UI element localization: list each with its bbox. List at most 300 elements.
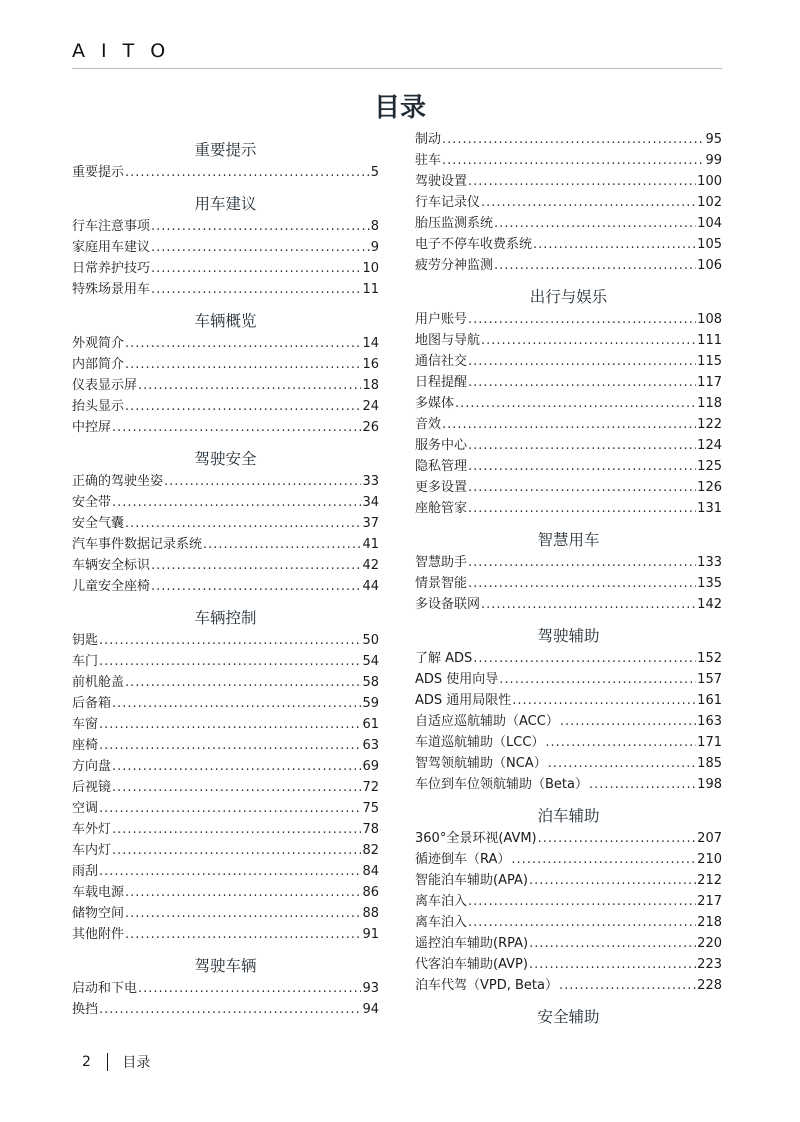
toc-entry-page: 61 bbox=[362, 717, 379, 732]
toc-entry-title: 泊车代驾（VPD, Beta） bbox=[415, 978, 558, 993]
toc-entry[interactable] bbox=[415, 414, 722, 435]
toc-entry-title: 特殊场景用车 bbox=[72, 282, 151, 297]
toc-dot-leader bbox=[125, 672, 361, 693]
toc-entry-title: 代客泊车辅助(AVP) bbox=[415, 957, 528, 972]
toc-dot-leader bbox=[494, 213, 696, 234]
toc-entry-title: 车窗 bbox=[72, 717, 99, 732]
page-header bbox=[72, 40, 722, 62]
toc-entry[interactable] bbox=[415, 477, 722, 498]
toc-entry-title: 智驾领航辅助（NCA） bbox=[415, 756, 547, 771]
toc-entry-title: 驾驶设置 bbox=[415, 174, 468, 189]
toc-dot-leader bbox=[112, 819, 361, 840]
toc-entry-page: 171 bbox=[697, 735, 722, 750]
toc-entry-page: 207 bbox=[697, 831, 722, 846]
toc-entry-page: 9 bbox=[370, 240, 379, 255]
toc-dot-leader bbox=[529, 870, 696, 891]
toc-entry[interactable] bbox=[415, 351, 722, 372]
toc-dot-leader bbox=[151, 576, 361, 597]
toc-dot-leader bbox=[468, 477, 696, 498]
toc-dot-leader bbox=[164, 471, 361, 492]
toc-entry[interactable] bbox=[72, 819, 379, 840]
toc-entry-page: 122 bbox=[697, 417, 722, 432]
toc-entry[interactable] bbox=[415, 150, 722, 171]
footer-section-label: 目录 bbox=[122, 1055, 151, 1071]
toc-dot-leader bbox=[511, 849, 696, 870]
section-title: 驾驶车辆 bbox=[194, 957, 257, 975]
toc-entry[interactable] bbox=[415, 171, 722, 192]
toc-entry[interactable] bbox=[72, 798, 379, 819]
toc-entry-page: 99 bbox=[705, 153, 722, 168]
toc-entry-page: 142 bbox=[697, 597, 722, 612]
toc-dot-leader bbox=[494, 255, 696, 276]
toc-entry-title: ADS 通用局限性 bbox=[415, 693, 512, 708]
toc-entry[interactable] bbox=[415, 234, 722, 255]
toc-entry[interactable] bbox=[415, 594, 722, 615]
section-title: 安全辅助 bbox=[537, 1008, 600, 1026]
toc-entry-title: 车位到车位领航辅助（Beta） bbox=[415, 777, 588, 792]
toc-dot-leader bbox=[125, 396, 361, 417]
toc-entry-title: 多设备联网 bbox=[415, 597, 481, 612]
section-gap bbox=[72, 945, 379, 953]
toc-entry[interactable] bbox=[415, 393, 722, 414]
toc-entry-title: 家庭用车建议 bbox=[72, 240, 151, 255]
toc-entry-page: 37 bbox=[362, 516, 379, 531]
toc-entry[interactable] bbox=[415, 891, 722, 912]
toc-entry-title: 通信社交 bbox=[415, 354, 468, 369]
toc-entry[interactable] bbox=[72, 258, 379, 279]
toc-entry-page: 86 bbox=[362, 885, 379, 900]
toc-dot-leader bbox=[533, 234, 696, 255]
toc-entry-page: 18 bbox=[362, 378, 379, 393]
toc-entry-title: 外观简介 bbox=[72, 336, 125, 351]
toc-dot-leader bbox=[99, 798, 361, 819]
toc-dot-leader bbox=[112, 492, 361, 513]
toc-dot-leader bbox=[112, 693, 361, 714]
toc-dot-leader bbox=[125, 924, 361, 945]
toc-entry-page: 84 bbox=[362, 864, 379, 879]
toc-entry[interactable] bbox=[415, 912, 722, 933]
toc-entry-page: 72 bbox=[362, 780, 379, 795]
toc-entry-page: 212 bbox=[697, 873, 722, 888]
toc-entry-page: 8 bbox=[370, 219, 379, 234]
toc-entry[interactable] bbox=[415, 372, 722, 393]
toc-dot-leader bbox=[125, 903, 361, 924]
toc-entry-title: 启动和下电 bbox=[72, 981, 138, 996]
page-footer bbox=[82, 1052, 150, 1072]
toc-dot-leader bbox=[112, 777, 361, 798]
toc-dot-leader bbox=[468, 912, 696, 933]
toc-entry-title: 车外灯 bbox=[72, 822, 112, 837]
toc-entry[interactable] bbox=[72, 777, 379, 798]
toc-dot-leader bbox=[529, 933, 696, 954]
toc-entry[interactable] bbox=[415, 849, 722, 870]
toc-entry-page: 152 bbox=[697, 651, 722, 666]
toc-dot-leader bbox=[99, 714, 361, 735]
toc-entry-page: 54 bbox=[362, 654, 379, 669]
toc-dot-leader bbox=[589, 774, 696, 795]
toc-entry-page: 16 bbox=[362, 357, 379, 372]
toc-entry-title: 制动 bbox=[415, 132, 442, 147]
toc-entry-page: 218 bbox=[697, 915, 722, 930]
toc-entry-page: 198 bbox=[697, 777, 722, 792]
toc-entry[interactable] bbox=[72, 237, 379, 258]
toc-entry[interactable] bbox=[415, 828, 722, 849]
toc-entry-title: 音效 bbox=[415, 417, 442, 432]
toc-dot-leader bbox=[125, 354, 361, 375]
toc-entry[interactable] bbox=[415, 669, 722, 690]
toc-entry-page: 41 bbox=[362, 537, 379, 552]
toc-entry[interactable] bbox=[72, 555, 379, 576]
toc-dot-leader bbox=[125, 162, 370, 183]
toc-entry[interactable] bbox=[415, 573, 722, 594]
toc-entry-title: 安全气囊 bbox=[72, 516, 125, 531]
toc-entry[interactable] bbox=[72, 576, 379, 597]
toc-entry[interactable] bbox=[415, 975, 722, 996]
toc-entry-page: 105 bbox=[697, 237, 722, 252]
page-title: 目录 bbox=[373, 93, 426, 123]
toc-entry-title: 车门 bbox=[72, 654, 99, 669]
section-gap bbox=[415, 519, 722, 527]
toc-entry[interactable] bbox=[72, 471, 379, 492]
toc-entry[interactable] bbox=[72, 735, 379, 756]
toc-entry[interactable] bbox=[415, 498, 722, 519]
toc-entry-title: 电子不停车收费系统 bbox=[415, 237, 533, 252]
toc-entry[interactable] bbox=[415, 213, 722, 234]
toc-entry[interactable] bbox=[72, 999, 379, 1020]
toc-entry[interactable] bbox=[415, 456, 722, 477]
toc-entry-title: 隐私管理 bbox=[415, 459, 468, 474]
toc-dot-leader bbox=[151, 258, 361, 279]
toc-entry[interactable] bbox=[415, 192, 722, 213]
toc-entry-page: 100 bbox=[697, 174, 722, 189]
header-divider bbox=[72, 68, 722, 69]
toc-entry-page: 78 bbox=[362, 822, 379, 837]
toc-dot-leader bbox=[125, 333, 361, 354]
toc-dot-leader bbox=[468, 456, 696, 477]
toc-entry-page: 131 bbox=[697, 501, 722, 516]
toc-dot-leader bbox=[99, 735, 361, 756]
toc-entry-title: 360°全景环视(AVM) bbox=[415, 831, 537, 846]
toc-entry[interactable] bbox=[72, 333, 379, 354]
toc-entry-page: 5 bbox=[370, 165, 379, 180]
toc-dot-leader bbox=[468, 498, 696, 519]
toc-entry-title: 更多设置 bbox=[415, 480, 468, 495]
toc-entry-title: 用户账号 bbox=[415, 312, 468, 327]
section-title: 车辆概览 bbox=[194, 312, 257, 330]
toc-entry-title: 抬头显示 bbox=[72, 399, 125, 414]
toc-entry-page: 102 bbox=[697, 195, 722, 210]
toc-entry[interactable] bbox=[72, 840, 379, 861]
toc-dot-leader bbox=[538, 828, 697, 849]
toc-entry-page: 217 bbox=[697, 894, 722, 909]
toc-dot-leader bbox=[112, 756, 361, 777]
toc-entry[interactable] bbox=[72, 756, 379, 777]
toc-entry-title: 安全带 bbox=[72, 495, 112, 510]
toc-entry[interactable] bbox=[72, 375, 379, 396]
toc-dot-leader bbox=[468, 891, 696, 912]
toc-entry-title: 后视镜 bbox=[72, 780, 112, 795]
section-title: 泊车辅助 bbox=[537, 807, 600, 825]
toc-dot-leader bbox=[481, 192, 696, 213]
toc-left-column bbox=[72, 137, 379, 1020]
toc-entry-title: 前机舱盖 bbox=[72, 675, 125, 690]
toc-entry-title: 地图与导航 bbox=[415, 333, 481, 348]
toc-dot-leader bbox=[468, 171, 696, 192]
toc-dot-leader bbox=[99, 861, 361, 882]
section-title: 重要提示 bbox=[194, 141, 257, 159]
toc-entry[interactable] bbox=[72, 162, 379, 183]
toc-entry-title: 座椅 bbox=[72, 738, 99, 753]
toc-entry-title: 遥控泊车辅助(RPA) bbox=[415, 936, 529, 951]
toc-dot-leader bbox=[481, 330, 696, 351]
toc-entry-title: 车内灯 bbox=[72, 843, 112, 858]
toc-entry[interactable] bbox=[72, 651, 379, 672]
section-title: 出行与娱乐 bbox=[529, 288, 608, 306]
toc-entry-title: 正确的驾驶坐姿 bbox=[72, 474, 164, 489]
toc-dot-leader bbox=[151, 555, 361, 576]
toc-entry[interactable] bbox=[72, 216, 379, 237]
page-number: 2 bbox=[82, 1054, 91, 1070]
toc-entry-page: 88 bbox=[362, 906, 379, 921]
brand-logo: AITO bbox=[72, 40, 182, 62]
toc-entry-page: 161 bbox=[697, 693, 722, 708]
toc-dot-leader bbox=[481, 594, 696, 615]
toc-entry-title: 自适应巡航辅助（ACC） bbox=[415, 714, 559, 729]
toc-entry-title: 儿童安全座椅 bbox=[72, 579, 151, 594]
toc-dot-leader bbox=[442, 414, 696, 435]
toc-entry-title: 汽车事件数据记录系统 bbox=[72, 537, 203, 552]
toc-entry[interactable] bbox=[415, 711, 722, 732]
toc-entry-title: 换挡 bbox=[72, 1002, 99, 1017]
toc-entry-title: 智慧助手 bbox=[415, 555, 468, 570]
toc-entry[interactable] bbox=[72, 861, 379, 882]
section-gap bbox=[72, 183, 379, 191]
toc-entry-page: 210 bbox=[697, 852, 722, 867]
toc-entry-page: 115 bbox=[697, 354, 722, 369]
toc-entry-title: 钥匙 bbox=[72, 633, 99, 648]
toc-entry-page: 118 bbox=[697, 396, 722, 411]
toc-entry-page: 135 bbox=[697, 576, 722, 591]
toc-entry-page: 82 bbox=[362, 843, 379, 858]
toc-dot-leader bbox=[112, 840, 361, 861]
toc-entry-title: 内部简介 bbox=[72, 357, 125, 372]
toc-dot-leader bbox=[442, 129, 704, 150]
toc-entry[interactable] bbox=[415, 690, 722, 711]
toc-dot-leader bbox=[468, 372, 696, 393]
toc-dot-leader bbox=[473, 648, 696, 669]
section-title: 智慧用车 bbox=[537, 531, 600, 549]
toc-entry-page: 157 bbox=[697, 672, 722, 687]
section-gap bbox=[415, 615, 722, 623]
toc-dot-leader bbox=[203, 534, 361, 555]
toc-dot-leader bbox=[138, 978, 361, 999]
toc-dot-leader bbox=[468, 573, 696, 594]
toc-entry[interactable] bbox=[415, 330, 722, 351]
toc-dot-leader bbox=[559, 975, 696, 996]
toc-entry-title: 中控屏 bbox=[72, 420, 112, 435]
toc-entry[interactable] bbox=[72, 534, 379, 555]
toc-entry-page: 10 bbox=[362, 261, 379, 276]
toc-entry-title: 循迹倒车（RA） bbox=[415, 852, 511, 867]
toc-entry[interactable] bbox=[415, 309, 722, 330]
toc-entry-page: 125 bbox=[697, 459, 722, 474]
toc-entry-title: 离车泊入 bbox=[415, 894, 468, 909]
toc-entry[interactable] bbox=[415, 552, 722, 573]
toc-entry-page: 111 bbox=[697, 333, 722, 348]
toc-entry-page: 220 bbox=[697, 936, 722, 951]
toc-entry-title: 方向盘 bbox=[72, 759, 112, 774]
toc-entry[interactable] bbox=[72, 693, 379, 714]
toc-dot-leader bbox=[468, 435, 696, 456]
toc-entry[interactable] bbox=[415, 129, 722, 150]
toc-entry-page: 14 bbox=[362, 336, 379, 351]
toc-entry-page: 63 bbox=[362, 738, 379, 753]
toc-right-column bbox=[415, 129, 722, 1029]
toc-entry[interactable] bbox=[415, 648, 722, 669]
toc-entry-title: 日常养护技巧 bbox=[72, 261, 151, 276]
toc-entry-title: 疲劳分神监测 bbox=[415, 258, 494, 273]
toc-dot-leader bbox=[125, 513, 361, 534]
toc-entry-page: 75 bbox=[362, 801, 379, 816]
toc-entry-page: 34 bbox=[362, 495, 379, 510]
toc-entry-page: 163 bbox=[697, 714, 722, 729]
toc-entry[interactable] bbox=[72, 630, 379, 651]
toc-entry[interactable] bbox=[72, 492, 379, 513]
toc-entry-page: 33 bbox=[362, 474, 379, 489]
toc-entry-page: 69 bbox=[362, 759, 379, 774]
toc-entry-title: 行车记录仪 bbox=[415, 195, 481, 210]
toc-entry-page: 95 bbox=[705, 132, 722, 147]
toc-entry-title: 离车泊入 bbox=[415, 915, 468, 930]
toc-entry-title: 空调 bbox=[72, 801, 99, 816]
toc-entry-title: 仪表显示屏 bbox=[72, 378, 138, 393]
toc-dot-leader bbox=[99, 630, 361, 651]
toc-entry-title: 驻车 bbox=[415, 153, 442, 168]
toc-entry[interactable] bbox=[72, 882, 379, 903]
toc-dot-leader bbox=[499, 669, 696, 690]
toc-entry-title: 车道巡航辅助（LCC） bbox=[415, 735, 545, 750]
toc-dot-leader bbox=[468, 552, 696, 573]
toc-entry-title: 了解 ADS bbox=[415, 651, 473, 666]
section-gap bbox=[72, 438, 379, 446]
footer-divider bbox=[107, 1053, 109, 1071]
toc-entry-title: 行车注意事项 bbox=[72, 219, 151, 234]
toc-entry-title: 车辆安全标识 bbox=[72, 558, 151, 573]
toc-entry-title: 胎压监测系统 bbox=[415, 216, 494, 231]
toc-dot-leader bbox=[99, 999, 361, 1020]
toc-entry-title: 多媒体 bbox=[415, 396, 455, 411]
toc-entry-page: 42 bbox=[362, 558, 379, 573]
toc-entry[interactable] bbox=[72, 396, 379, 417]
section-title: 驾驶辅助 bbox=[537, 627, 600, 645]
toc-entry[interactable] bbox=[72, 417, 379, 438]
toc-dot-leader bbox=[112, 417, 361, 438]
toc-entry-title: 后备箱 bbox=[72, 696, 112, 711]
toc-entry-page: 133 bbox=[697, 555, 722, 570]
toc-entry-page: 24 bbox=[362, 399, 379, 414]
toc-entry[interactable] bbox=[72, 513, 379, 534]
section-title: 用车建议 bbox=[194, 195, 257, 213]
toc-dot-leader bbox=[138, 375, 361, 396]
toc-entry-page: 106 bbox=[697, 258, 722, 273]
toc-entry-title: 智能泊车辅助(APA) bbox=[415, 873, 528, 888]
toc-entry-page: 11 bbox=[362, 282, 379, 297]
toc-entry-title: 车载电源 bbox=[72, 885, 125, 900]
toc-dot-leader bbox=[442, 150, 704, 171]
section-title: 驾驶安全 bbox=[194, 450, 257, 468]
toc-dot-leader bbox=[545, 732, 696, 753]
toc-entry[interactable] bbox=[72, 672, 379, 693]
toc-entry-page: 223 bbox=[697, 957, 722, 972]
toc-entry[interactable] bbox=[72, 354, 379, 375]
section-gap bbox=[415, 795, 722, 803]
toc-entry-title: 重要提示 bbox=[72, 165, 125, 180]
toc-entry[interactable] bbox=[72, 924, 379, 945]
toc-dot-leader bbox=[99, 651, 361, 672]
toc-entry[interactable] bbox=[72, 714, 379, 735]
toc-entry-page: 185 bbox=[697, 756, 722, 771]
toc-entry[interactable] bbox=[72, 903, 379, 924]
toc-entry-page: 91 bbox=[362, 927, 379, 942]
toc-entry[interactable] bbox=[415, 954, 722, 975]
toc-entry-title: ADS 使用向导 bbox=[415, 672, 499, 687]
toc-entry-page: 117 bbox=[697, 375, 722, 390]
toc-dot-leader bbox=[125, 882, 361, 903]
toc-entry-page: 104 bbox=[697, 216, 722, 231]
toc-entry[interactable] bbox=[415, 933, 722, 954]
toc-entry-page: 58 bbox=[362, 675, 379, 690]
toc-dot-leader bbox=[468, 309, 696, 330]
toc-dot-leader bbox=[455, 393, 696, 414]
toc-entry[interactable] bbox=[72, 279, 379, 300]
toc-entry-page: 50 bbox=[362, 633, 379, 648]
toc-entry-title: 雨刮 bbox=[72, 864, 99, 879]
toc-dot-leader bbox=[548, 753, 696, 774]
toc-entry[interactable] bbox=[415, 870, 722, 891]
toc-entry-title: 服务中心 bbox=[415, 438, 468, 453]
toc-entry-page: 124 bbox=[697, 438, 722, 453]
toc-dot-leader bbox=[560, 711, 696, 732]
toc-entry-page: 59 bbox=[362, 696, 379, 711]
toc-entry[interactable] bbox=[415, 255, 722, 276]
toc-entry-page: 44 bbox=[362, 579, 379, 594]
toc-entry-title: 情景智能 bbox=[415, 576, 468, 591]
toc-dot-leader bbox=[512, 690, 696, 711]
toc-dot-leader bbox=[151, 237, 370, 258]
toc-entry[interactable] bbox=[415, 774, 722, 795]
toc-entry-page: 94 bbox=[362, 1002, 379, 1017]
section-gap bbox=[72, 597, 379, 605]
toc-entry-title: 其他附件 bbox=[72, 927, 125, 942]
toc-entry[interactable] bbox=[415, 732, 722, 753]
toc-dot-leader bbox=[151, 216, 370, 237]
toc-entry[interactable] bbox=[415, 753, 722, 774]
section-title: 车辆控制 bbox=[194, 609, 257, 627]
toc-dot-leader bbox=[151, 279, 361, 300]
toc-dot-leader bbox=[529, 954, 696, 975]
section-gap bbox=[72, 300, 379, 308]
toc-entry-title: 座舱管家 bbox=[415, 501, 468, 516]
toc-entry[interactable] bbox=[72, 978, 379, 999]
toc-dot-leader bbox=[468, 351, 696, 372]
section-gap bbox=[415, 276, 722, 284]
toc-entry-page: 228 bbox=[697, 978, 722, 993]
toc-entry[interactable] bbox=[415, 435, 722, 456]
toc-entry-page: 93 bbox=[362, 981, 379, 996]
toc-entry-page: 108 bbox=[697, 312, 722, 327]
section-gap bbox=[415, 996, 722, 1004]
toc-entry-title: 日程提醒 bbox=[415, 375, 468, 390]
